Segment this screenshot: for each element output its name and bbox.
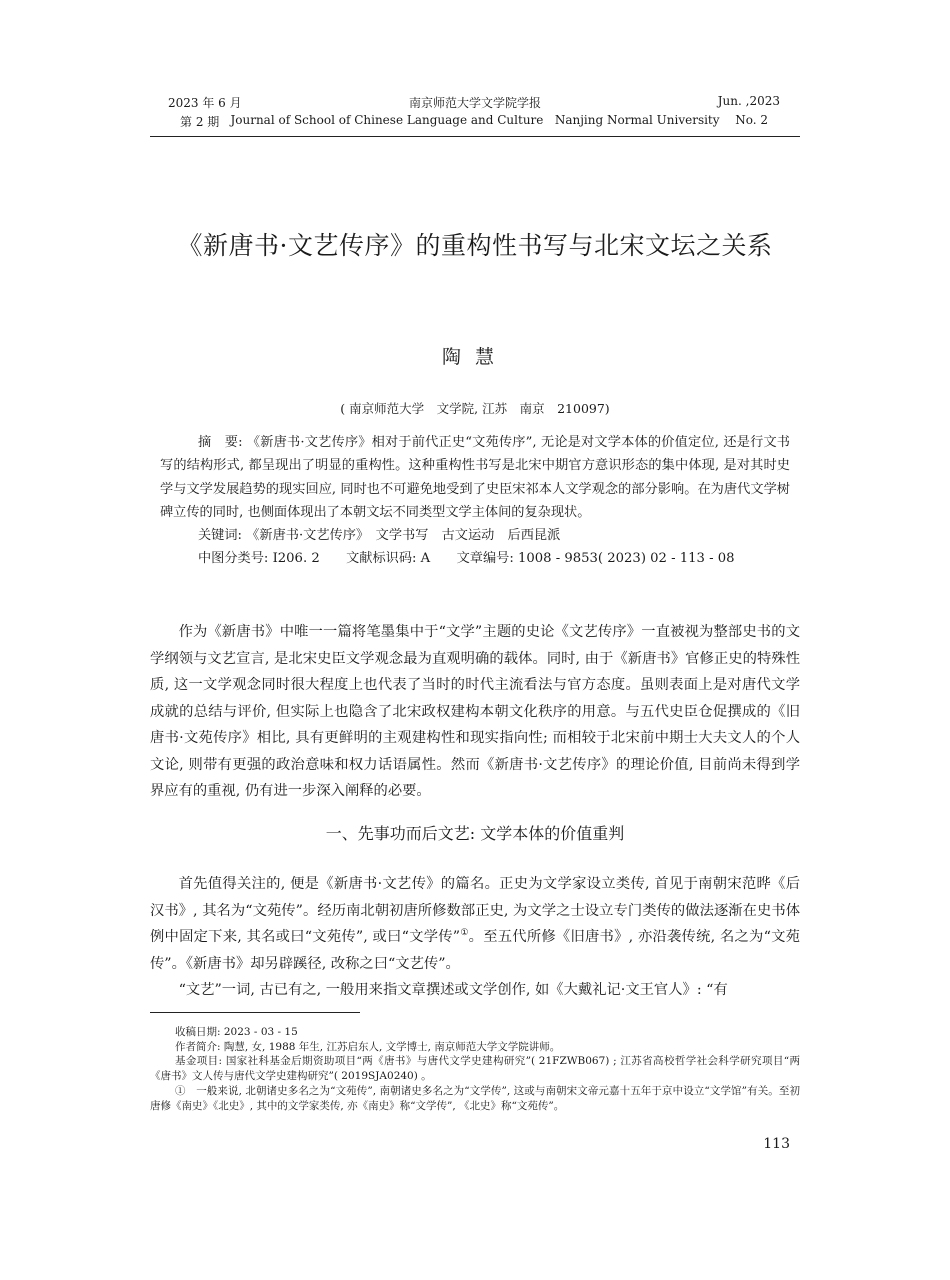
section-body xyxy=(150,871,800,1004)
footnote-1: ① 一般来说, 北朝诸史多名之为“文苑传”, 南朝诸史多名之为“文学传”, 这或与南朝宋文帝元嘉十五年于京中设立“文学馆”有关。至初唐修《南史》《北史》, 其中的文学家类传, 亦《南史》称“文学传”, 《北史》称“文苑传”。 xyxy=(150,1084,800,1112)
header-journal-en: Journal of School of Chinese Language and Culture Nanjing Normal University xyxy=(230,113,720,127)
header-issue-en: No. 2 xyxy=(735,113,768,127)
keywords: 关键词: 《新唐书·文艺传序》 文学书写 古文运动 后西昆派 xyxy=(198,528,561,544)
author-affiliation: ( 南京师范大学 文学院, 江苏 南京 210097) xyxy=(340,401,610,416)
funding-info: 基金项目: 国家社科基金后期资助项目“两《唐书》与唐代文学史建构研究”( 21FZWB067) ; 江苏省高校哲学社会科学研究项目“两《唐书》文人传与唐代文学史建构研究”( 2019SJA0240) 。 xyxy=(150,1055,800,1083)
para1-text-a: 首先值得关注的, 便是《新唐书·文艺传》的篇名。正史为文学家设立类传, 首见于南朝宋范晔《后汉书》, 其名为“文苑传”。经历南北朝初唐所修数部正史, 为文学之士设立专门类传的做法逐渐在史书体例中固定下来, 其名或曰“文苑传”, 或曰“文学传” xyxy=(150,876,800,945)
header-rule xyxy=(150,136,800,137)
received-date: 收稿日期: 2023 - 03 - 15 xyxy=(175,1026,298,1038)
footnote-rule xyxy=(150,1012,360,1013)
abstract-block xyxy=(160,431,790,571)
header-date-en: Jun. ,2023 xyxy=(717,94,780,108)
footnote-ref-1[interactable]: ① xyxy=(460,928,469,939)
article-author: 陶慧 xyxy=(441,346,508,368)
section-paragraph-1 xyxy=(150,871,800,977)
classification-codes: 中图分类号: I206. 2 文献标识码: A 文章编号: 1008 - 9853( 2023) 02 - 113 - 08 xyxy=(198,551,735,567)
header-issue: 第 2 期 xyxy=(180,115,220,129)
article-title: 《新唐书·文艺传序》的重构性书写与北宋文坛之关系 xyxy=(177,231,773,260)
author-bio: 作者简介: 陶慧, 女, 1988 年生, 江苏启东人, 文学博士, 南京师范大学文学院讲师。 xyxy=(175,1040,561,1053)
section-heading: 一、先事功而后文艺: 文学本体的价值重判 xyxy=(325,824,625,843)
section-paragraph-2: “文艺”一词, 古已有之, 一般用来指文章撰述或文学创作, 如《大戴礼记·文王官人》: “有 xyxy=(178,982,728,998)
header-date: 2023 年 6 月 xyxy=(168,96,242,110)
para1-text-b: 。至五代所修《旧唐书》, 亦沿袭传统, 名之为“文苑传”。《新唐书》却另辟蹊径, 改称之曰“文艺传”。 xyxy=(150,929,800,972)
footnotes-block xyxy=(150,1025,800,1113)
intro-paragraph: 作为《新唐书》中唯一一篇将笔墨集中于“文学”主题的史论《文艺传序》一直被视为整部史书的文学纲领与文艺宣言, 是北宋史臣文学观念最为直观明确的载体。同时, 由于《新唐书》官修正史的特殊性质, 这一文学观念同时很大程度上也代表了当时的时代主流看法与官方态度。虽则表面上是对唐代文学成就的总结与评价, 但实际上也隐含了北宋政权建构本朝文化秩序的用意。与五代史臣仓促撰成的《旧唐书·文苑传序》相比, 具有更鲜明的主观建构性和现实指向性; 而相较于北宋前中期士大夫文人的个人文论, 则带有更强的政治意味和权力话语属性。然而《新唐书·文艺传序》的理论价值, 目前尚未得到学界应有的重视, 仍有进一步深入阐释的必要。 xyxy=(150,624,800,799)
page-number: 113 xyxy=(763,1136,790,1152)
abstract-text: 摘 要: 《新唐书·文艺传序》相对于前代正史“文苑传序”, 无论是对文学本体的价值定位, 还是行文书写的结构形式, 都呈现出了明显的重构性。这种重构性书写是北宋中期官方意识形态的集中体现, 是对其时史学与文学发展趋势的现实回应, 同时也不可避免地受到了史臣宋祁本人文学观念的部分影响。在为唐代文学树碑立传的同时, 也侧面体现出了本朝文坛不同类型文学主体间的复杂现状。 xyxy=(160,435,790,520)
header-journal-cn: 南京师范大学文学院学报 xyxy=(408,96,541,110)
intro-section xyxy=(150,619,800,805)
